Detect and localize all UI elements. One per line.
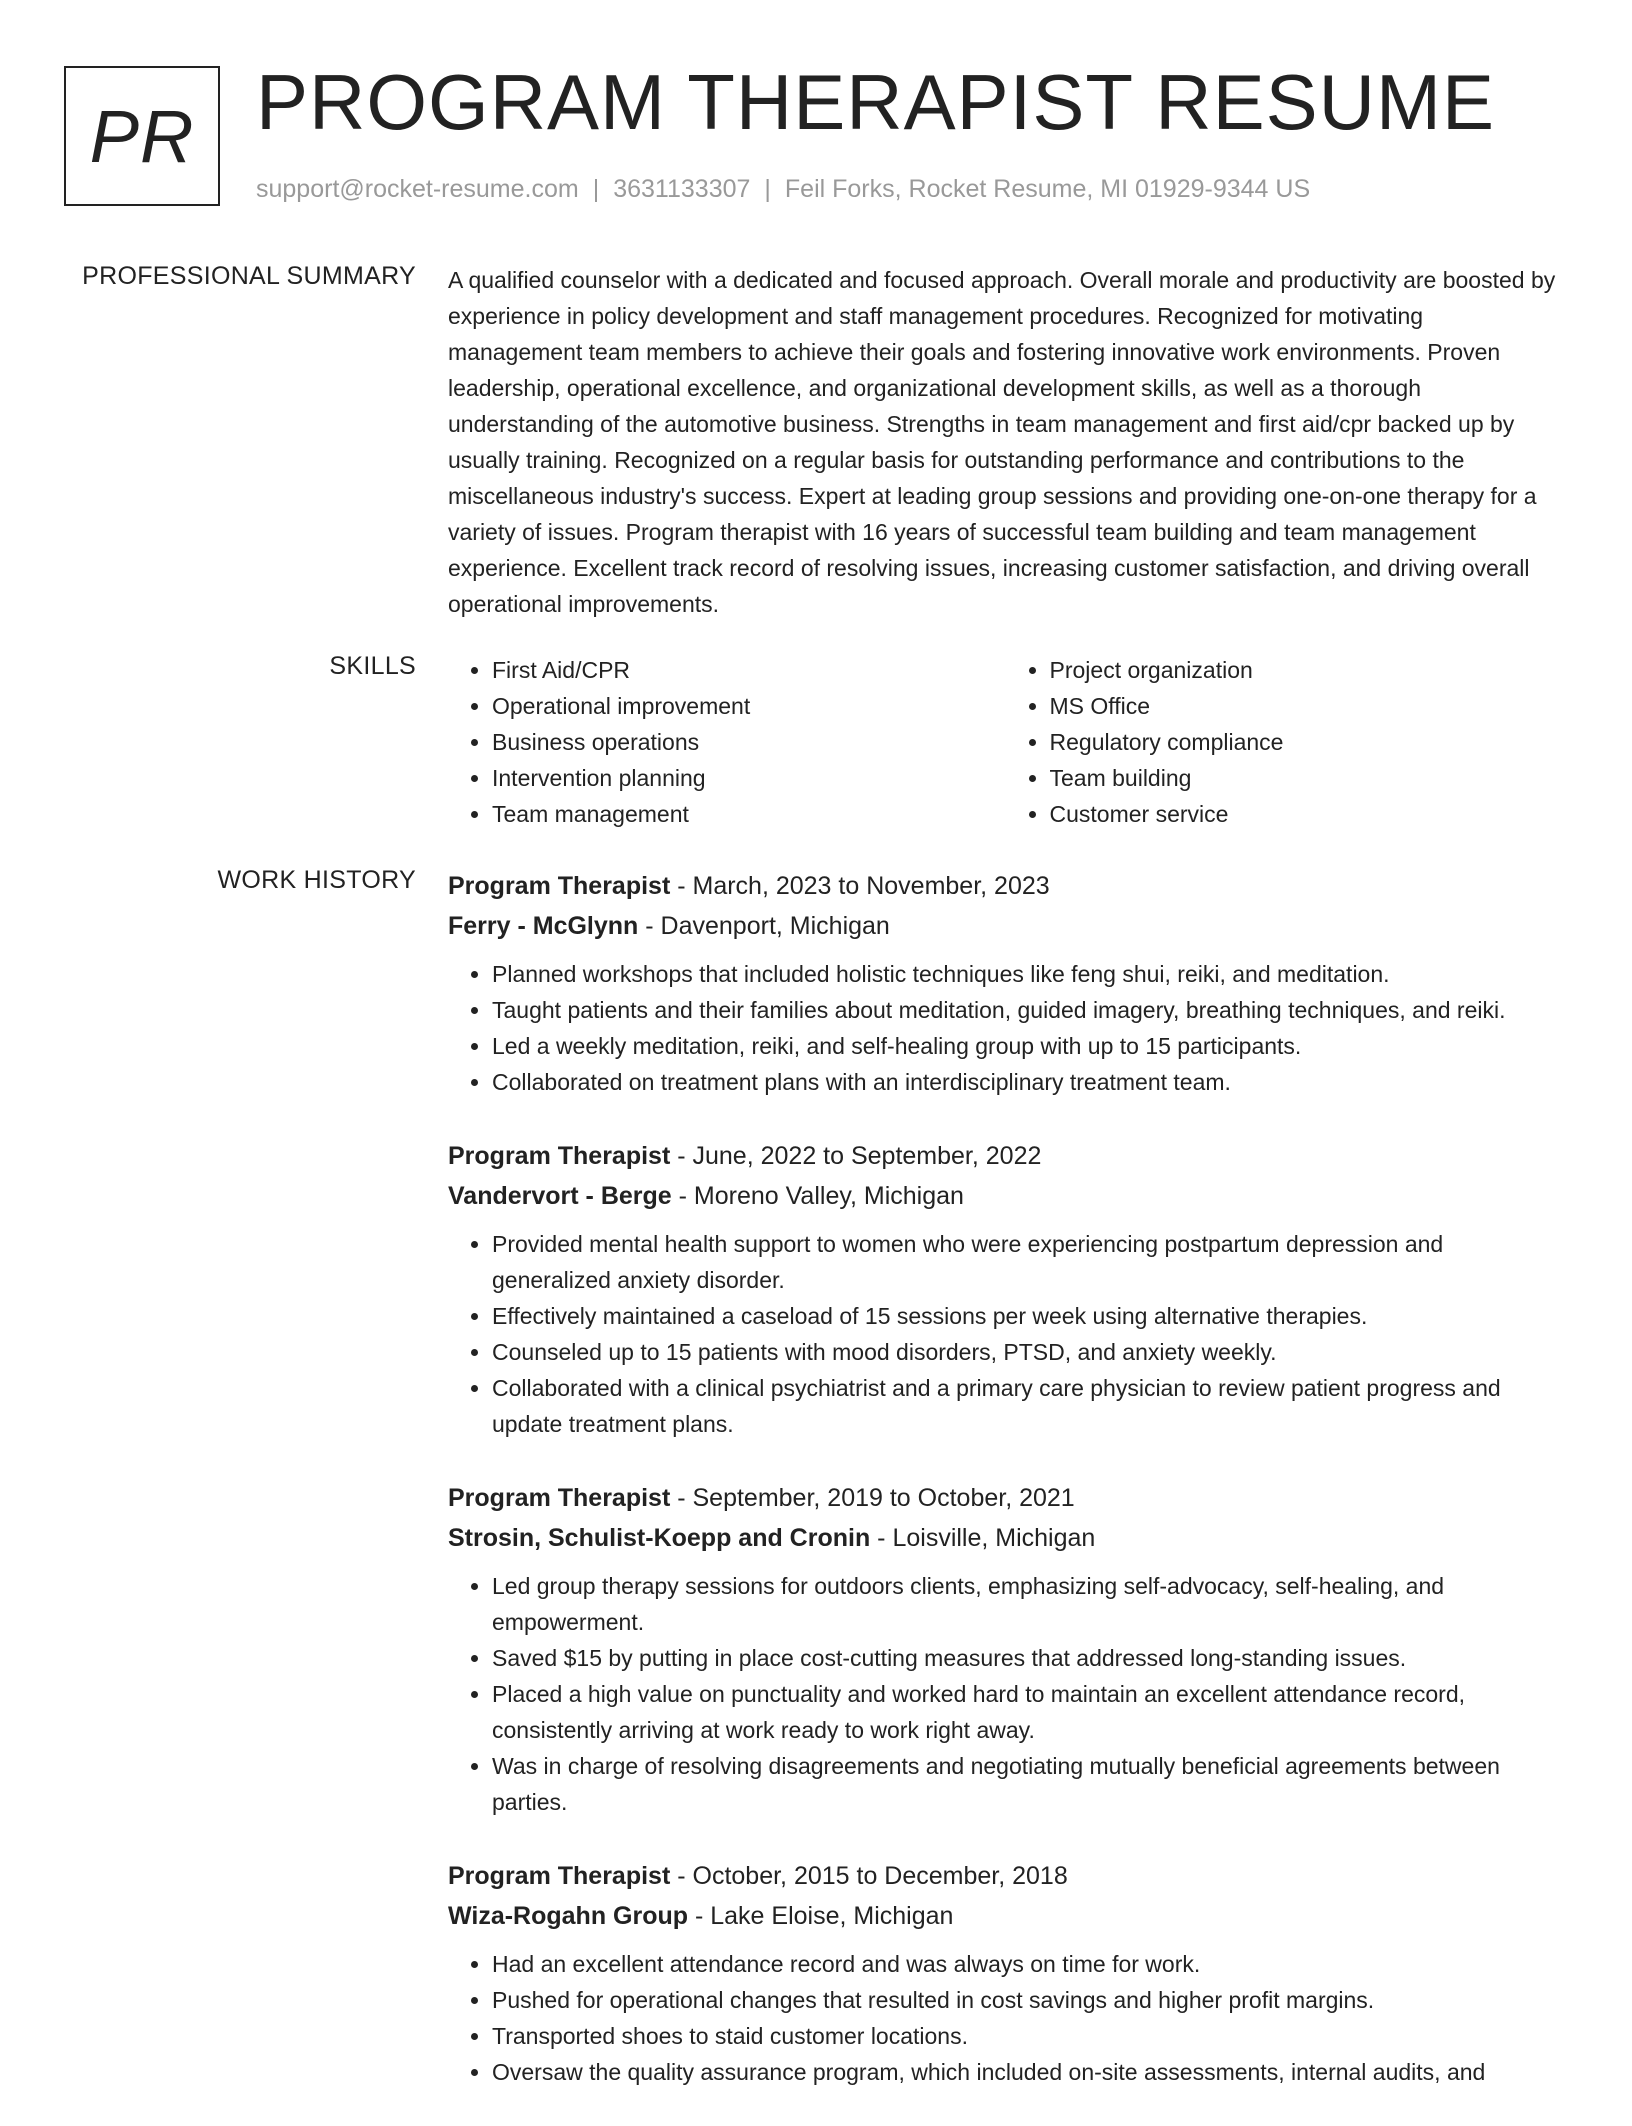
section-label-summary: PROFESSIONAL SUMMARY	[82, 262, 416, 290]
job-title-line	[448, 1136, 1563, 1176]
job-location: - Loisville, Michigan	[870, 1524, 1096, 1552]
job-company: Wiza-Rogahn Group	[448, 1902, 689, 1930]
job-entry	[448, 866, 1563, 1100]
job-title-line	[448, 866, 1563, 906]
contact-separator: |	[764, 175, 771, 203]
job-company: Strosin, Schulist-Koepp and Cronin	[448, 1524, 871, 1552]
contact-phone[interactable]: 3631133307	[613, 175, 751, 203]
skill-item: • Customer service	[1050, 796, 1564, 832]
skill-item: • MS Office	[1050, 688, 1564, 724]
job-company-line	[448, 1176, 1563, 1216]
job-bullet: • Collaborated with a clinical psychiatrist and a primary care physician to review patient progress and update treatment plans.	[492, 1370, 1563, 1442]
job-location: - Davenport, Michigan	[638, 912, 890, 940]
job-title: Program Therapist	[448, 1142, 671, 1170]
job-title-line	[448, 1478, 1563, 1518]
job-bullet: • Led group therapy sessions for outdoors clients, emphasizing self-advocacy, self-healing, and empowerment.	[492, 1568, 1563, 1640]
skills-list-right	[1006, 652, 1564, 832]
skill-item: • Business operations	[492, 724, 1006, 760]
skill-item: • Regulatory compliance	[1050, 724, 1564, 760]
monogram-initials: PR	[89, 94, 195, 178]
job-location: - Moreno Valley, Michigan	[671, 1182, 964, 1210]
job-entry	[448, 1136, 1563, 1442]
skill-item: • Project organization	[1050, 652, 1564, 688]
job-bullet: • Counseled up to 15 patients with mood disorders, PTSD, and anxiety weekly.	[492, 1334, 1563, 1370]
job-bullets	[448, 1946, 1563, 2090]
job-title: Program Therapist	[448, 1862, 671, 1890]
job-bullet: • Effectively maintained a caseload of 15 sessions per week using alternative therapies.	[492, 1298, 1563, 1334]
job-bullet: • Taught patients and their families about meditation, guided imagery, breathing techniques, and reiki.	[492, 992, 1563, 1028]
job-bullets	[448, 956, 1563, 1100]
skill-item: • Intervention planning	[492, 760, 1006, 796]
job-entry	[448, 1478, 1563, 1820]
contact-address: Feil Forks, Rocket Resume, MI 01929-9344 US	[784, 175, 1311, 203]
summary-text: A qualified counselor with a dedicated and focused approach. Overall morale and productivity are boosted by experience in policy development and staff management procedures. Recognized for motivating management team members to achieve their goals and fostering innovative work environments. Proven leadership, operational excellence, and organizational development skills, as well as a thorough understanding of the automotive business. Strengths in team management and first aid/cpr backed up by usually training. Recognized on a regular basis for outstanding performance and contributions to the miscellaneous industry's success. Expert at leading group sessions and providing one-on-one therapy for a variety of issues. Program therapist with 16 years of successful team building and team management experience. Excellent track record of resolving issues, increasing customer satisfaction, and driving overall operational improvements.	[448, 267, 1556, 617]
job-bullet: • Oversaw the quality assurance program, which included on-site assessments, internal audits, and	[492, 2054, 1563, 2090]
job-bullet: • Provided mental health support to women who were experiencing postpartum depression and generalized anxiety disorder.	[492, 1226, 1563, 1298]
skill-item: • First Aid/CPR	[492, 652, 1006, 688]
job-bullet: • Collaborated on treatment plans with an interdisciplinary treatment team.	[492, 1064, 1563, 1100]
skill-item: • Team building	[1050, 760, 1564, 796]
job-dates: - March, 2023 to November, 2023	[670, 872, 1050, 900]
job-company: Ferry - McGlynn	[448, 912, 639, 940]
job-dates: - September, 2019 to October, 2021	[670, 1484, 1075, 1512]
monogram-box	[64, 66, 220, 206]
contact-line	[256, 175, 1310, 204]
contact-email[interactable]: support@rocket-resume.com	[256, 175, 579, 203]
job-company: Vandervort - Berge	[448, 1182, 672, 1210]
job-bullet: • Pushed for operational changes that resulted in cost savings and higher profit margins.	[492, 1982, 1563, 2018]
skill-item: • Team management	[492, 796, 1006, 832]
job-dates: - June, 2022 to September, 2022	[670, 1142, 1042, 1170]
job-entry	[448, 1856, 1563, 2090]
resume-title: PROGRAM THERAPIST RESUME	[256, 58, 1495, 146]
job-title: Program Therapist	[448, 872, 671, 900]
section-label-skills: SKILLS	[329, 652, 416, 680]
job-dates: - October, 2015 to December, 2018	[670, 1862, 1068, 1890]
job-bullet: • Saved $15 by putting in place cost-cutting measures that addressed long-standing issues.	[492, 1640, 1563, 1676]
skills-grid	[448, 652, 1563, 832]
section-label-work-history: WORK HISTORY	[217, 866, 416, 894]
job-location: - Lake Eloise, Michigan	[688, 1902, 954, 1930]
job-bullet: • Transported shoes to staid customer locations.	[492, 2018, 1563, 2054]
job-bullet: • Was in charge of resolving disagreements and negotiating mutually beneficial agreements between parties.	[492, 1748, 1563, 1820]
skill-item: • Operational improvement	[492, 688, 1006, 724]
job-bullet: • Had an excellent attendance record and was always on time for work.	[492, 1946, 1563, 1982]
job-bullet: • Placed a high value on punctuality and worked hard to maintain an excellent attendance record, consistently arriving at work ready to work right away.	[492, 1676, 1563, 1748]
contact-separator: |	[592, 175, 600, 203]
job-title-line	[448, 1856, 1563, 1896]
job-bullet: • Led a weekly meditation, reiki, and self-healing group with up to 15 participants.	[492, 1028, 1563, 1064]
job-bullets	[448, 1226, 1563, 1442]
job-company-line	[448, 1518, 1563, 1558]
job-company-line	[448, 1896, 1563, 1936]
job-bullet: • Planned workshops that included holistic techniques like feng shui, reiki, and meditation.	[492, 956, 1563, 992]
job-bullets	[448, 1568, 1563, 1820]
job-title: Program Therapist	[448, 1484, 671, 1512]
job-company-line	[448, 906, 1563, 946]
skills-list-left	[448, 652, 1006, 832]
